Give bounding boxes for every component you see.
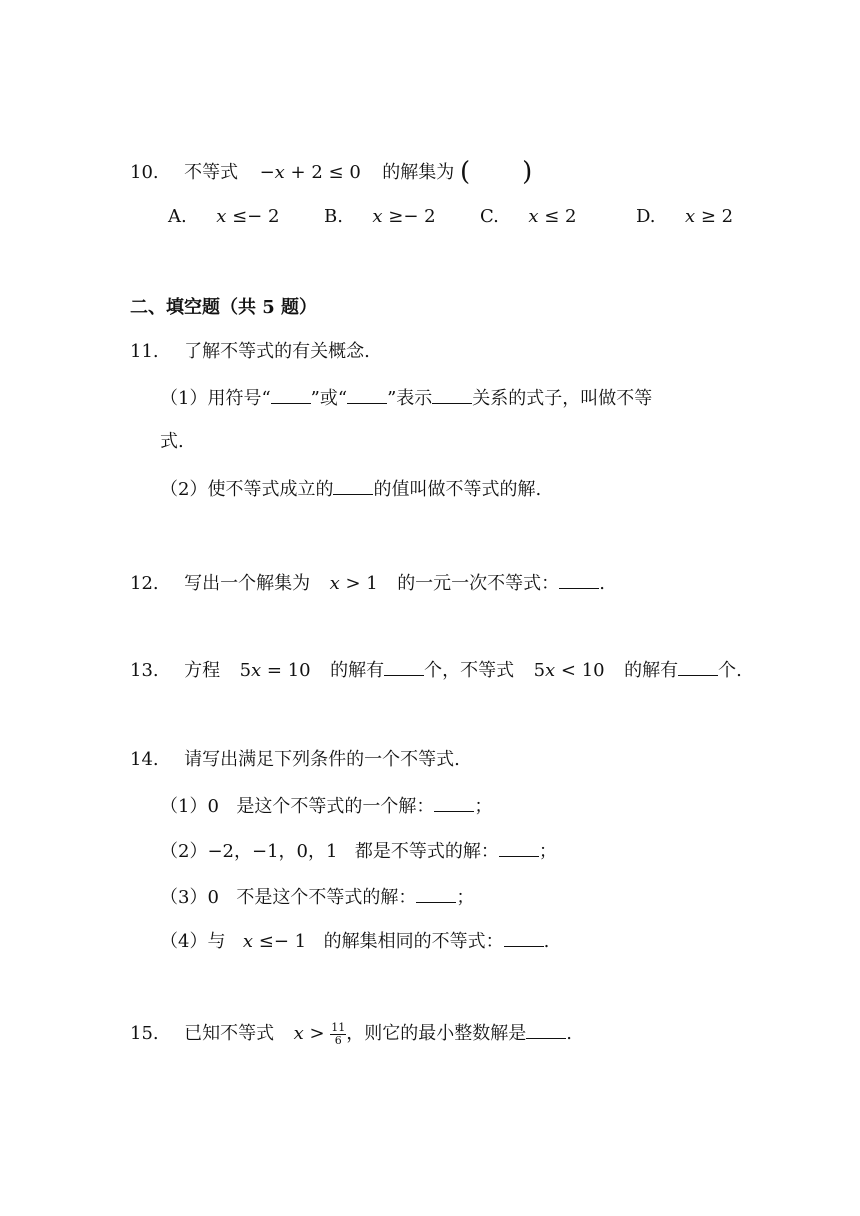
text: ”或“ [310,388,348,409]
q14-part-1 [160,793,492,819]
option-label: B. [324,206,343,227]
text: . [543,931,550,952]
text: （4）与 [160,931,226,952]
answer-blank[interactable] [559,570,599,589]
text: 的一元一次不等式： [397,573,560,594]
text: ； [456,887,475,908]
text: ； [538,841,557,862]
answer-blank[interactable] [333,476,373,495]
question-stem: 不等式 [184,162,239,183]
answer-blank[interactable] [271,385,311,404]
answer-blank[interactable] [526,1020,566,1039]
answer-blank[interactable] [347,385,387,404]
text: ； [474,796,493,817]
answer-bracket: ( ) [459,157,533,187]
math-expression: 5𝑥 < 10 [533,660,605,681]
text: 方程 [184,660,221,681]
answer-blank[interactable] [416,884,456,903]
math-expression: 0 [207,887,219,908]
question-stem-suffix: 的解集为 [382,162,455,183]
math-expression: 𝑥 > 1 [329,573,378,594]
question-14 [130,748,460,772]
text: （2） [160,841,208,862]
option-label: A. [168,206,187,227]
text: 已知不等式 [184,1023,275,1044]
answer-blank[interactable] [678,657,718,676]
text: 关系的式子，叫做不等 [472,388,653,409]
answer-blank[interactable] [384,657,424,676]
text: ”表示 [387,388,433,409]
question-13 [130,657,742,683]
question-number: 15. [130,1023,159,1044]
text: . [566,1023,573,1044]
q11-part-1-wrap: 式. [160,431,184,452]
text: （1）用符号“ [160,388,271,409]
question-12 [130,570,605,596]
question-10 [130,157,533,187]
question-stem: 请写出满足下列条件的一个不等式. [184,749,460,770]
text: （3） [160,887,208,908]
option-value: 𝑥 ≥ 2 [684,206,734,227]
math-expression: 𝑥 ≤− 1 [242,931,307,952]
text: 的值叫做不等式的解. [373,479,542,500]
text: 个. [718,660,742,681]
q11-part-1 [160,385,652,411]
math-expression: 0 [207,796,219,817]
math-expression: 5𝑥 = 10 [239,660,311,681]
option-value: 𝑥 ≤ 2 [528,206,577,227]
option-label: D. [636,206,656,227]
fraction-numerator: 11 [331,1020,346,1034]
text: 都是不等式的解： [354,841,499,862]
fraction-denominator: 6 [334,1033,342,1047]
math-expression: −2，−1，0，1 [207,841,338,862]
text: （2）使不等式成立的 [160,479,334,500]
q14-part-2 [160,838,557,864]
question-number: 11. [130,341,159,362]
text: 不是这个不等式的解： [236,887,417,908]
question-number: 10. [130,162,159,183]
math-expression: −𝑥 + 2 ≤ 0 [259,162,361,183]
question-number: 14. [130,749,159,770]
option-a[interactable] [168,205,279,229]
option-d[interactable] [636,205,733,229]
answer-blank[interactable] [504,928,544,947]
text: 的解有 [330,660,385,681]
question-number: 13. [130,660,159,681]
fraction [330,1022,346,1047]
option-c[interactable] [480,205,576,229]
text: 个，不等式 [424,660,515,681]
option-value: 𝑥 ≤− 2 [216,206,280,227]
q14-part-4 [160,928,549,954]
question-11 [130,340,370,364]
q11-part-2 [160,476,541,502]
option-label: C. [480,206,499,227]
q14-part-3 [160,884,474,910]
option-b[interactable] [324,205,436,229]
answer-blank[interactable] [434,793,474,812]
text: 是这个不等式的一个解： [236,796,435,817]
text: 的解有 [624,660,679,681]
answer-blank[interactable] [499,838,539,857]
question-stem: 了解不等式的有关概念. [184,341,370,362]
answer-blank[interactable] [432,385,472,404]
text: 的解集相同的不等式： [323,931,504,952]
question-number: 12. [130,573,159,594]
section-heading: 二、填空题（共 5 题） [130,297,318,318]
text: 写出一个解集为 [184,573,311,594]
option-value: 𝑥 ≥− 2 [372,206,436,227]
text: （1） [160,796,208,817]
text: . [599,573,605,594]
question-15 [130,1020,572,1047]
text: ，则它的最小整数解是 [346,1023,527,1044]
math-expression: 𝑥 > [293,1023,325,1044]
